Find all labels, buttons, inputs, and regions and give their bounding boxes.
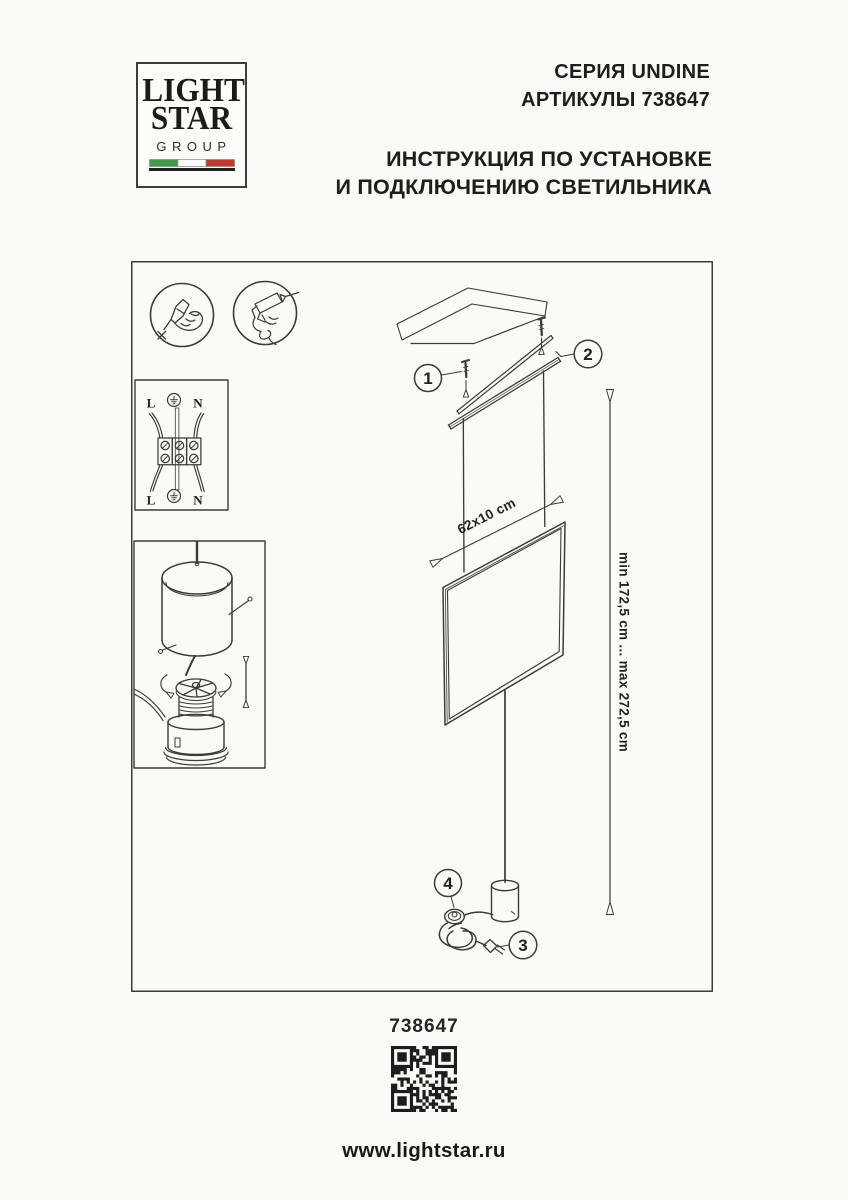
live-wire [149,413,162,492]
canopy-cable [186,656,195,675]
callout-2 [561,340,602,368]
drill-icon [252,293,299,345]
header-title-block [336,145,712,201]
height-dimension-label: min 172,5 cm ... max 272,5 cm [616,551,632,753]
suspension-cable-left [463,419,464,573]
installation-diagram [131,261,713,992]
logo-text-light: LIGHT [142,72,245,109]
ceiling-hatch [397,288,547,344]
earth-icon [168,490,181,503]
wiring-diagram [135,380,228,510]
series-label: СЕРИЯ UNDINE [554,61,710,83]
qr-code [391,1046,457,1112]
height-dimension [610,402,632,902]
suspension-cable-right [544,371,545,527]
terminal-block [158,438,201,465]
panel-dimension-label: 62x10 cm [454,494,519,538]
wire-label-l-bottom: L [146,492,156,508]
articles-label: АРТИКУЛЫ 738647 [521,89,710,111]
svg-text:1: 1 [423,369,433,388]
title-line-1: ИНСТРУКЦИЯ ПО УСТАНОВКЕ [386,147,712,171]
title-line-2: И ПОДКЛЮЧЕНИЮ СВЕТИЛЬНИКА [335,175,712,199]
mark-hole-step [151,284,214,347]
mounting-screw [462,360,469,390]
panel-dimension [443,495,551,559]
coiled-cable [439,923,486,950]
canopy-cylinder [162,562,232,656]
led-panel [443,522,565,725]
mains-cable [134,689,165,721]
svg-text:3: 3 [518,936,528,955]
callout-3 [498,931,537,959]
awl-icon [158,300,202,340]
set-screw-pin [159,597,253,654]
wire-label-n-bottom: N [193,492,203,508]
wire-label-n-top: N [193,395,203,411]
inline-switch [445,909,493,923]
italy-flag-icon [149,159,235,167]
callout-1 [415,365,462,392]
svg-text:2: 2 [583,345,593,364]
adjuster-base [164,715,228,766]
counterweight-cylinder [492,880,519,921]
logo-text-group: GROUP [156,139,232,154]
canopy-adjuster-diagram [134,541,265,768]
logo-underline [149,168,235,171]
cable-winder [161,674,231,717]
drill-step [234,282,299,345]
header-series-block [521,58,710,114]
svg-text:4: 4 [443,874,453,893]
wire-label-l-top: L [146,395,156,411]
callout-4 [435,870,462,908]
footer-article-number: 738647 [389,1016,459,1037]
website-label: www.lightstar.ru [342,1139,506,1162]
neutral-wire [194,413,204,492]
qr-code-icon [391,1046,457,1112]
logo-text-star: STAR [150,100,233,137]
earth-icon [168,394,181,407]
lightstar-logo [136,62,247,188]
